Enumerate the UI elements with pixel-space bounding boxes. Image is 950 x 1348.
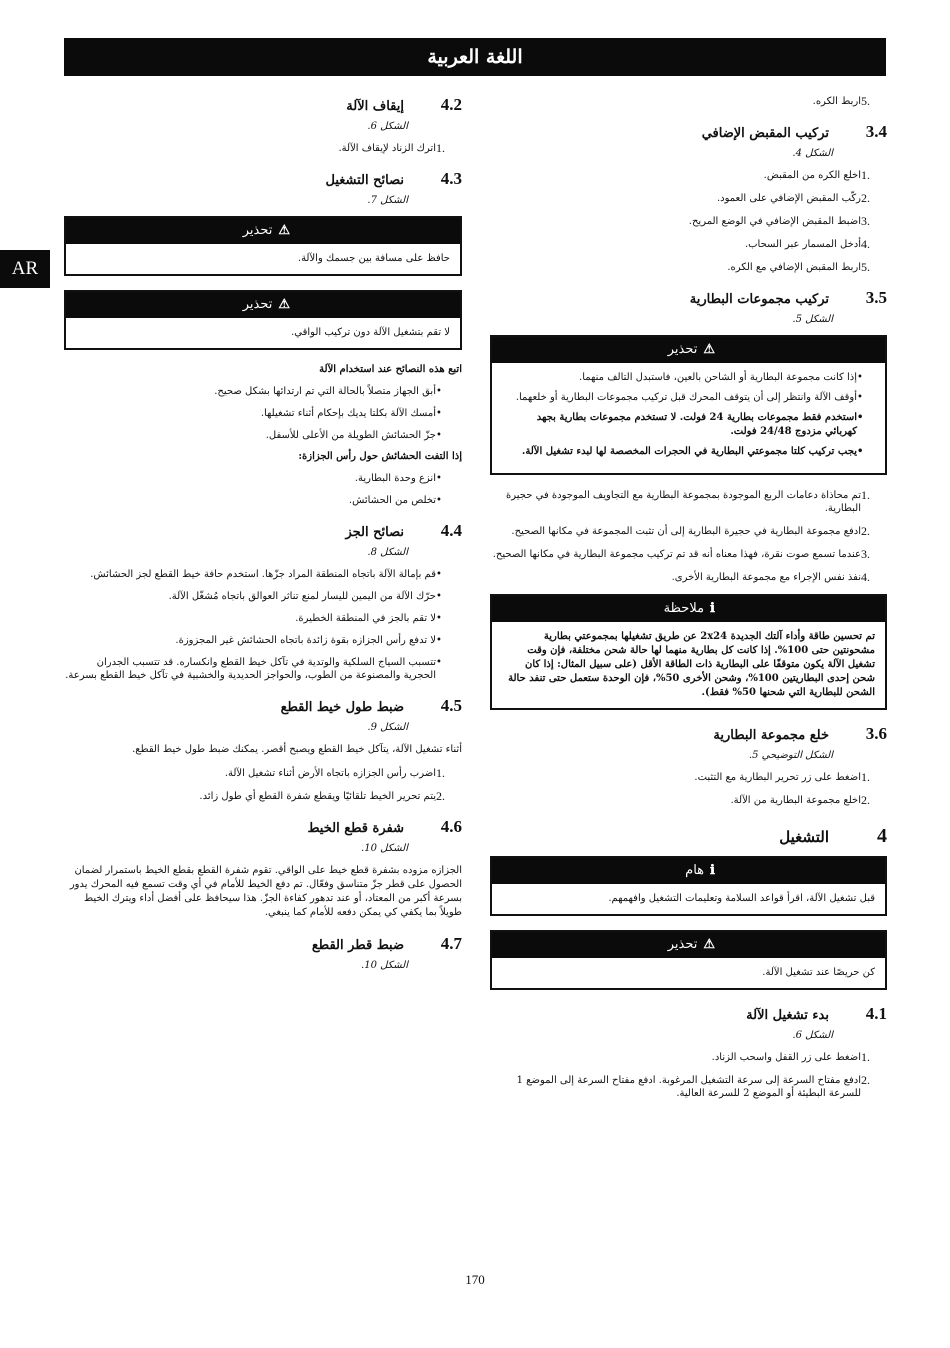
section-heading: 4.2 إيقاف الآلة bbox=[346, 95, 462, 114]
section-heading: 3.4 تركيب المقبض الإضافي bbox=[701, 122, 887, 141]
important-box: ℹهام قبل تشغيل الآلة، اقرأ قواعد السلامة وتعليمات التشغيل وافهمهم. bbox=[490, 856, 887, 916]
list-item: .2 اخلع مجموعة البطارية من الآلة. bbox=[730, 793, 870, 807]
warning-box: ⚠تحذير لا تقم بتشغيل الآلة دون تركيب الواقي. bbox=[64, 290, 462, 350]
figure-ref: الشكل 6. bbox=[367, 121, 408, 132]
list-item: .1 تم محاذاة دعامات الربع الموجودة بمجموعة البطارية مع التجاويف الموجودة في حجيرة البطارية. bbox=[506, 488, 870, 514]
section-heading: 4.4 نصائح الجز bbox=[345, 521, 462, 540]
list-item: .2 ادفع مفتاح السرعة إلى سرعة التشغيل المرغوبة. ادفع مفتاح السرعة إلى الموضع 1 للسرعة البطيئة أو الموضع 2 للسرعة العالية. bbox=[516, 1073, 870, 1099]
section-heading: 4.5 ضبط طول خيط القطع bbox=[280, 696, 462, 715]
warning-triangle-icon: ⚠ bbox=[278, 223, 290, 238]
note-box: ℹملاحظة تم تحسين طاقة وأداء آلتك الجديدة 2x24 عن طريق تشغيلها بمجموعتي بطارية مشحونتين حتى 100%. إذا كانت كل بطارية منهما لها حالة شحن مختلفة، فإن وقت تشغيل الآلة يكون متوقفًا على البطارية ذات الطاقة الأقل (على سبيل المثال: إذا كان شحن إحدى البطاريتين 100%، وشحن الأخرى 50%، فإن الوحدة ستعمل حتى تنفد حالة الشحن للبطارية التي شحنها 50% فقط). bbox=[490, 594, 887, 710]
warning-box bbox=[490, 335, 887, 475]
section-heading: 3.5 تركيب مجموعات البطارية bbox=[689, 288, 887, 307]
section-heading: 4.7 ضبط قطر القطع bbox=[311, 934, 462, 953]
step-list bbox=[490, 771, 887, 807]
list-item: • لا تدفع رأس الجزازه بقوة زائدة باتجاه الحشائش غير المجزوزة. bbox=[175, 635, 442, 646]
list-item: • إذا كانت مجموعة البطارية أو الشاحن بالعين، فاستبدل التالف منهما. bbox=[579, 372, 863, 383]
list-item: • انزع وحدة البطارية. bbox=[354, 473, 442, 484]
right-column bbox=[490, 95, 887, 1110]
warning-box: ⚠تحذير كن حريصًا عند تشغيل الآلة. bbox=[490, 930, 887, 990]
list-item: .5 اربط المقبض الإضافي مع الكره. bbox=[727, 260, 870, 274]
list-item: .1 اضرب رأس الجزازه باتجاه الأرض أثناء تشغيل الآلة. bbox=[224, 766, 445, 780]
list-item: .4 أدخل المسمار عبر السحاب. bbox=[744, 237, 870, 251]
figure-ref: الشكل 10. bbox=[361, 960, 408, 971]
info-icon: ℹ bbox=[710, 601, 715, 616]
list-item: • أبق الجهاز متصلاً بالحالة التي تم ارتدائها بشكل صحيح. bbox=[214, 386, 442, 397]
list-item: .1 اترك الزناد لإيقاف الآلة. bbox=[338, 141, 445, 155]
list-item: • يجب تركيب كلتا مجموعتي البطارية في الحجرات المخصصة لها لبدء تشغيل الآلة. bbox=[521, 446, 864, 457]
header-title: اللغة العربية bbox=[427, 46, 523, 68]
warning-box: ⚠تحذير حافظ على مسافة بين جسمك والآلة. bbox=[64, 216, 462, 276]
tips-heading: اتبع هذه النصائح عند استخدام الآلة bbox=[319, 364, 462, 375]
section-heading: 3.6 خلع مجموعة البطارية bbox=[713, 724, 887, 743]
figure-ref: الشكل 4. bbox=[792, 148, 833, 159]
list-item: .2 يتم تحرير الخيط تلقائيًا ويقطع شفرة القطع أي طول زائد. bbox=[199, 789, 445, 803]
list-item: • حرّك الآلة من اليمين لليسار لمنع تناثر العوالق باتجاه مُشغّل الآلة. bbox=[168, 591, 442, 602]
list-item: • استخدم فقط مجموعات بطارية 24 فولت. لا تستخدم مجموعات بطارية بجهد كهربائي مزدوج 24/48 فولت. bbox=[536, 412, 864, 437]
figure-ref: الشكل 8. bbox=[367, 547, 408, 558]
warning-header: ⚠تحذير bbox=[66, 218, 460, 244]
list-item: • تتسبب السياج السلكية والوتدية في تآكل خيط القطع وانكساره. قد تتسبب الجدران الحجرية والمصنوعة من الطوب، والحواجز الحديدية والخشبية في تآكل خيط القطع بسرعة. bbox=[65, 657, 442, 681]
page-header bbox=[64, 38, 886, 76]
list-item: • لا تقم بالجز في المنطقة الخطيرة. bbox=[295, 613, 442, 624]
step-list bbox=[490, 1051, 887, 1100]
left-column bbox=[64, 95, 462, 981]
figure-ref: الشكل 7. bbox=[367, 195, 408, 206]
list-item: .3 عندما تسمع صوت نقرة، فهذا معناه أنه قد تم تركيب مجموعة البطارية في مكانها الصحيح. bbox=[492, 547, 870, 561]
list-item: • أوقف الآلة وانتظر إلى أن يتوقف المحرك قبل تركيب مجموعات البطارية أو خلعهما. bbox=[515, 392, 863, 403]
list-item: .5 اربط الكره. bbox=[812, 94, 870, 108]
list-item: .1 اخلع الكره من المقبض. bbox=[763, 168, 870, 182]
section-heading: 4.3 نصائح التشغيل bbox=[325, 169, 462, 188]
list-item: .2 ادفع مجموعة البطارية في حجيرة البطارية إلى أن تثبت المجموعة في مكانها الصحيح. bbox=[511, 524, 870, 538]
list-item: .2 ركّب المقبض الإضافي على العمود. bbox=[716, 191, 870, 205]
info-icon: ℹ bbox=[710, 863, 715, 878]
warning-triangle-icon: ⚠ bbox=[278, 297, 290, 312]
paragraph: أثناء تشغيل الآلة، يتآكل خيط القطع ويصبح أقصر. يمكنك ضبط طول خيط القطع. bbox=[132, 744, 462, 755]
figure-ref: الشكل 9. bbox=[367, 722, 408, 733]
figure-ref: الشكل التوضيحي 5. bbox=[748, 750, 833, 761]
step-list bbox=[490, 489, 887, 584]
section-heading: 4.1 بدء تشغيل الآلة bbox=[746, 1004, 887, 1023]
list-item: • تخلص من الحشائش. bbox=[348, 495, 442, 506]
list-item: .1 اضغط على زر تحرير البطارية مع التثبت. bbox=[694, 770, 870, 784]
figure-ref: الشكل 5. bbox=[792, 314, 833, 325]
figure-ref: الشكل 6. bbox=[792, 1030, 833, 1041]
note-header: ℹملاحظة bbox=[492, 596, 885, 622]
list-item: • جزّ الحشائش الطويلة من الأعلى للأسفل. bbox=[265, 430, 442, 441]
section-heading: 4.6 شفرة قطع الخيط bbox=[307, 817, 462, 836]
important-header: ℹهام bbox=[492, 858, 885, 884]
warning-triangle-icon: ⚠ bbox=[703, 342, 715, 357]
list-item: .4 نفذ نفس الإجراء مع مجموعة البطارية الأخرى. bbox=[671, 570, 870, 584]
list-item: • أمسك الآلة بكلتا يديك بإحكام أثناء تشغيلها. bbox=[260, 408, 442, 419]
figure-ref: الشكل 10. bbox=[361, 843, 408, 854]
wrap-heading: إذا التفت الحشائش حول رأس الجزازة: bbox=[298, 451, 462, 462]
list-item: .3 اضبط المقبض الإضافي في الوضع المريح. bbox=[688, 214, 870, 228]
step-list bbox=[490, 169, 887, 274]
paragraph: الجزازه مزوده بشفرة قطع خيط على الواقي. تقوم شفرة القطع بقطع الخيط باستمرار لضمان الحصول على قطر جزّ متناسق وفعّال. تم دفع الخيط للأمام في أي وقت تسمع فيه المحرك يدور بسرعة أكبر من المعتاد، أو عند تدهور كفاءة الجزّ. هذا سيحافظ على أفضل أداء ويترك الخيط طويلاً بما يكفي كي يمكن دفعه للأمام كما ينبغي. bbox=[69, 865, 462, 918]
warning-header: ⚠تحذير bbox=[492, 932, 885, 958]
list-item: .1 اضغط على زر القفل واسحب الزناد. bbox=[711, 1050, 870, 1064]
list-item: • قم بإمالة الآلة باتجاه المنطقة المراد جزّها. استخدم حافة خيط القطع لجز الحشائش. bbox=[90, 569, 442, 580]
warning-triangle-icon: ⚠ bbox=[703, 937, 715, 952]
warning-header: ⚠تحذير bbox=[492, 337, 885, 363]
page-number: 170 bbox=[465, 1272, 485, 1287]
language-tab: AR bbox=[0, 250, 50, 288]
warning-header: ⚠تحذير bbox=[66, 292, 460, 318]
chapter-heading: 4 التشغيل bbox=[779, 825, 887, 847]
